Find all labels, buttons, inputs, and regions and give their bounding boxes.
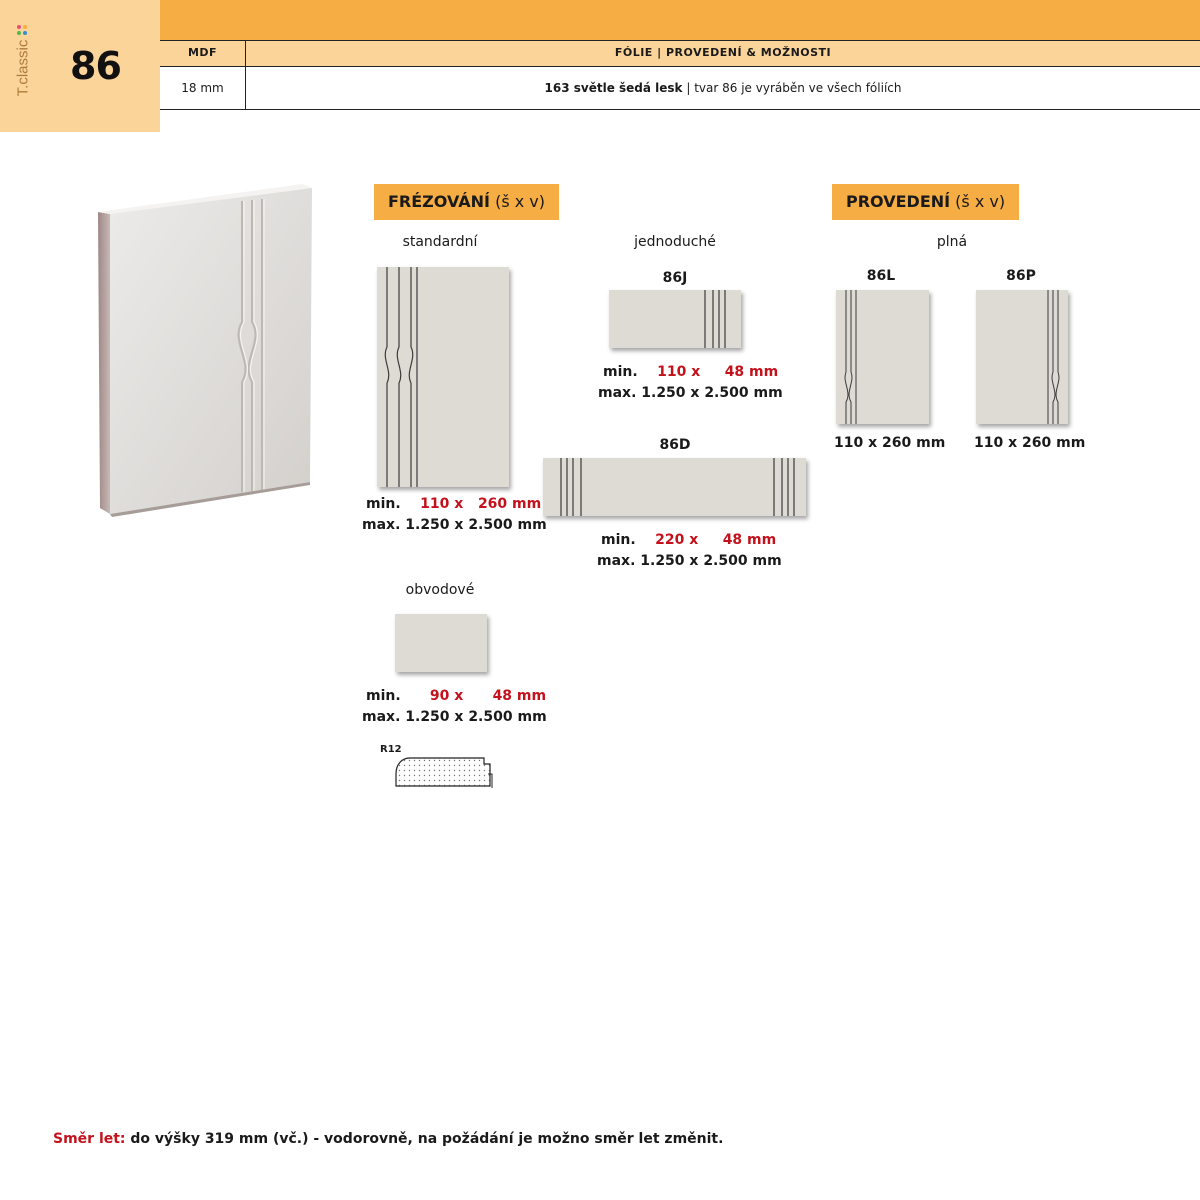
86l-size: 110 x 260 mm — [834, 435, 946, 451]
perimeter-label: obvodové — [405, 582, 475, 598]
solid-86l-code: 86L — [866, 268, 896, 284]
door-front-image — [92, 182, 314, 518]
perimeter-panel — [395, 614, 487, 672]
milling-title-unit: (š x v) — [489, 192, 545, 211]
standard-panel — [377, 267, 509, 487]
footer-label: Směr let: — [53, 1131, 126, 1147]
simple-86j-code: 86J — [662, 270, 688, 286]
86j-min: min. 110 x 48 mm — [603, 364, 779, 380]
spec-foil-bold: 163 světle šedá lesk — [544, 81, 683, 95]
profile-label: R12 — [380, 744, 402, 755]
spec-table — [160, 40, 1200, 110]
spec-col-foil: FÓLIE | PROVEDENÍ & MOŽNOSTI — [614, 46, 832, 59]
86d-min: min. 220 x 48 mm — [601, 532, 777, 548]
86d-max: max. 1.250 x 2.500 mm — [597, 553, 782, 569]
simple-label: jednoduché — [634, 234, 716, 250]
design-title: PROVEDENÍ — [846, 192, 951, 211]
standard-grooves — [377, 267, 509, 487]
solid-86p-code: 86P — [1006, 268, 1036, 284]
footer-note — [53, 1131, 723, 1147]
spec-foil-description — [246, 81, 1200, 95]
panel-86d — [543, 458, 806, 516]
standard-label: standardní — [402, 234, 478, 250]
86j-max: max. 1.250 x 2.500 mm — [598, 385, 783, 401]
footer-text: do výšky 319 mm (vč.) - vodorovně, na požádání je možno směr let změnit. — [125, 1131, 724, 1147]
brand-name: T.classic — [14, 39, 32, 97]
grooves-86l — [836, 290, 929, 424]
milling-section-title — [374, 184, 559, 220]
grooves-86p — [976, 290, 1068, 424]
edge-profile-icon — [388, 744, 494, 792]
spec-thickness: 18 mm — [181, 81, 224, 95]
page-number: 86 — [70, 44, 121, 88]
standard-min: min. 110 x 260 mm — [366, 496, 542, 512]
perimeter-max: max. 1.250 x 2.500 mm — [362, 709, 547, 725]
grooves-86d — [543, 458, 806, 516]
simple-86d-code: 86D — [659, 437, 691, 453]
grooves-86j — [609, 290, 741, 348]
brand-block — [0, 0, 160, 132]
standard-max: max. 1.250 x 2.500 mm — [362, 517, 547, 533]
solid-label: plná — [936, 234, 968, 250]
spec-col-material: MDF — [187, 46, 218, 59]
edge-profile — [380, 744, 494, 792]
design-section-title — [832, 184, 1019, 220]
header-bar — [160, 0, 1200, 40]
perimeter-min: min. 90 x 48 mm — [366, 688, 547, 704]
panel-86p — [976, 290, 1068, 424]
milling-title: FRÉZOVÁNÍ — [388, 192, 490, 211]
spec-foil-rest: | tvar 86 je vyráběn ve všech fóliích — [682, 81, 902, 95]
panel-86l — [836, 290, 929, 424]
design-title-unit: (š x v) — [950, 192, 1006, 211]
panel-86j — [609, 290, 741, 348]
86p-size: 110 x 260 mm — [974, 435, 1086, 451]
